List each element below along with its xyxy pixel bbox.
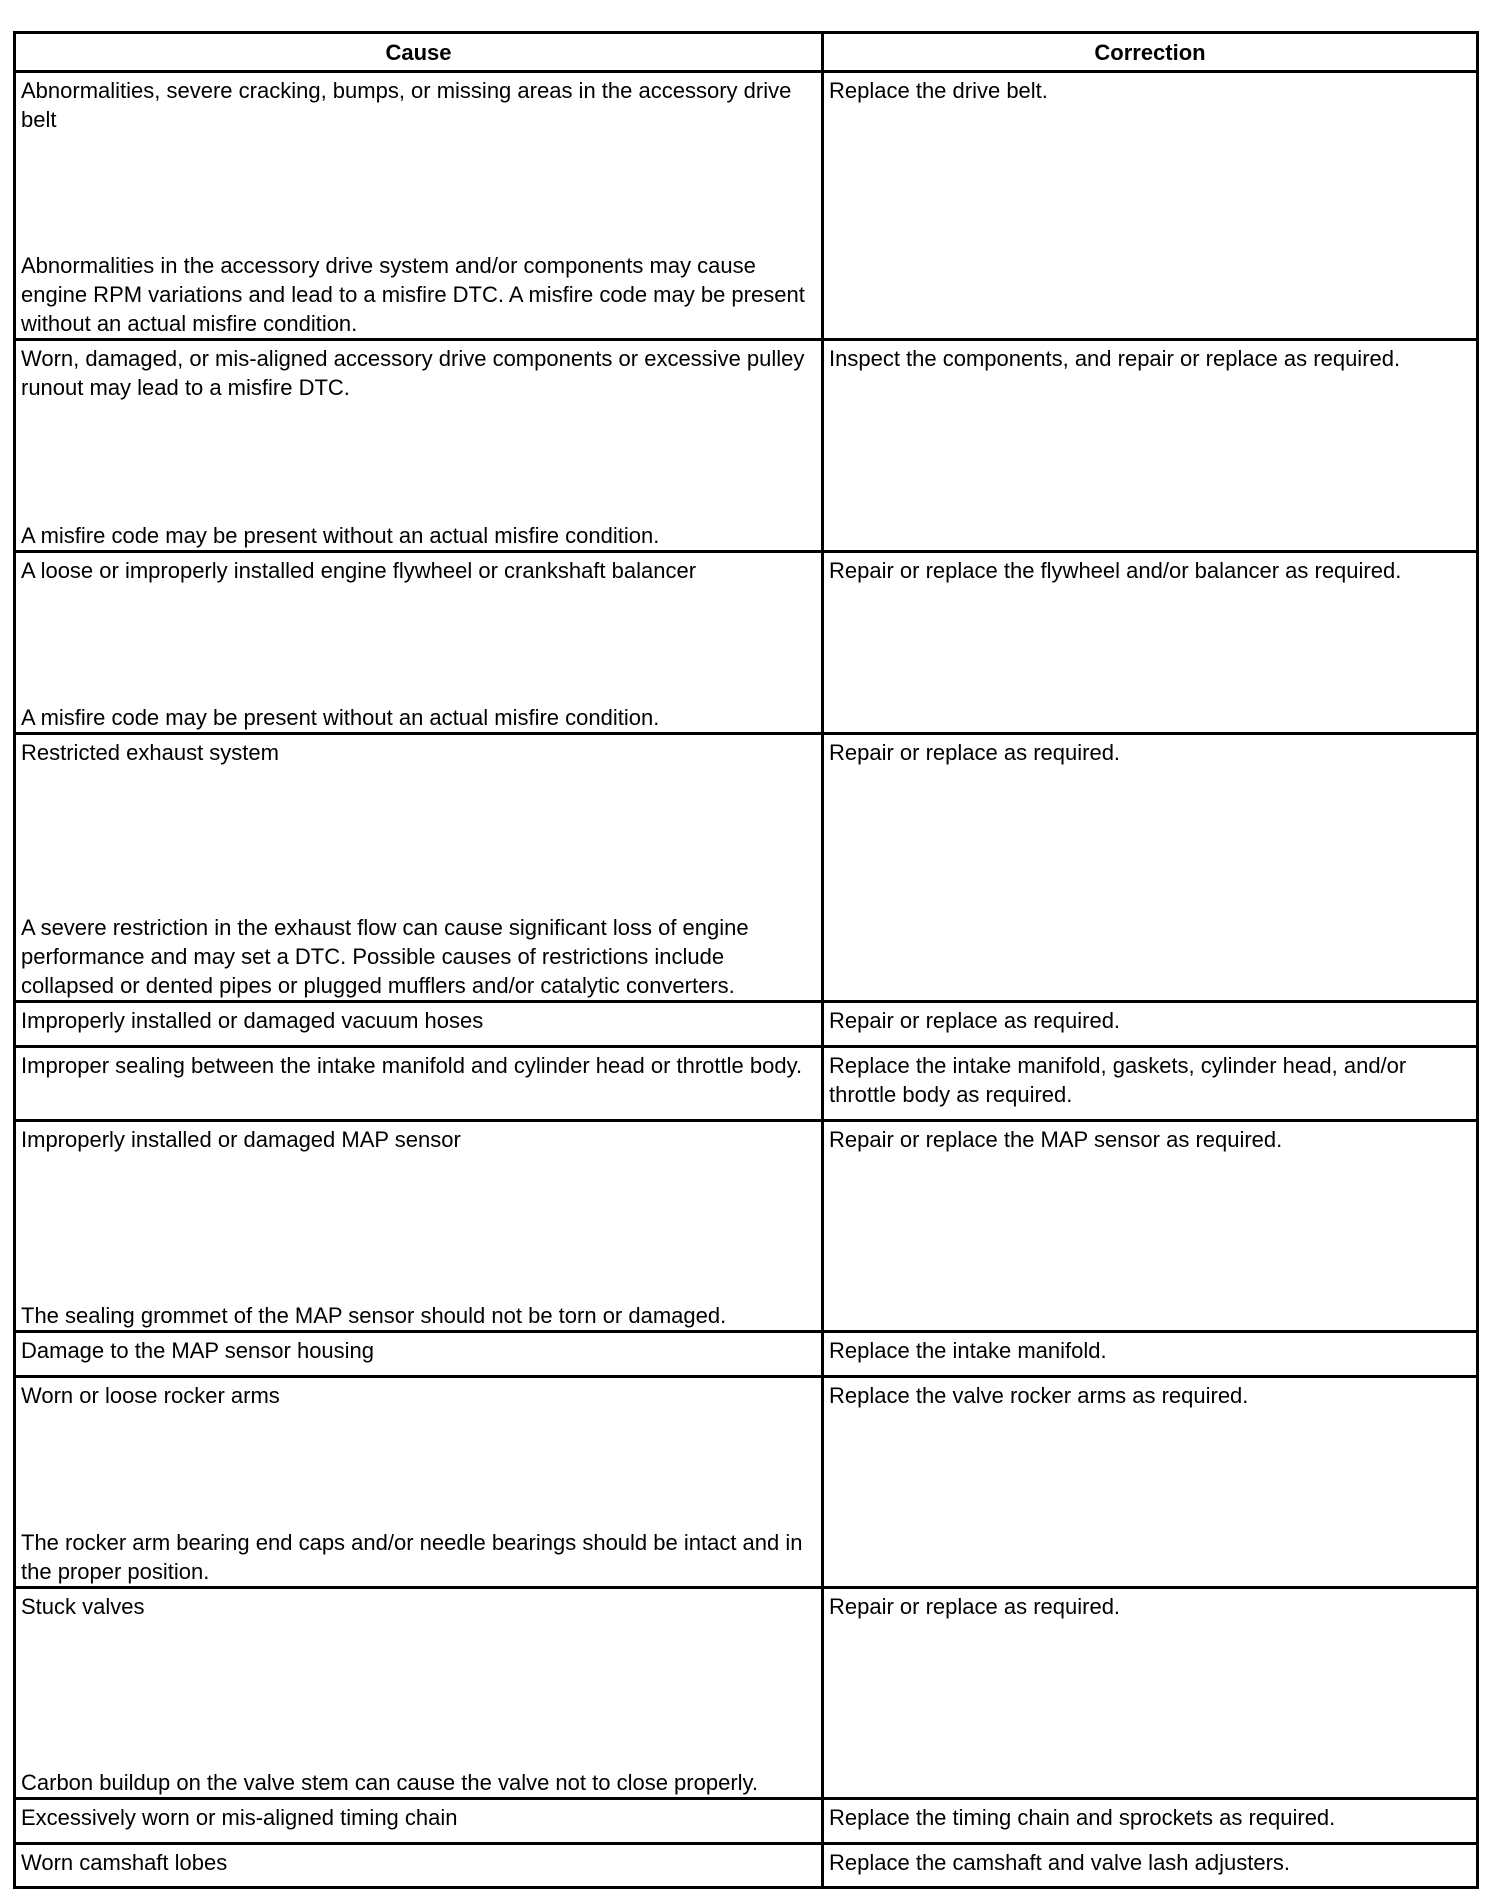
correction-cell: Replace the intake manifold. [823, 1332, 1478, 1377]
cause-text: Worn or loose rocker arms [21, 1383, 280, 1408]
table-row [15, 1002, 1478, 1047]
cause-content [21, 1051, 815, 1119]
correction-cell: Repair or replace as required. [823, 1588, 1478, 1799]
cause-content [21, 556, 815, 732]
table-row [15, 1332, 1478, 1377]
table-row [15, 72, 1478, 340]
cause-cell [15, 1799, 823, 1844]
cause-content [21, 1381, 815, 1586]
cause-cell [15, 1002, 823, 1047]
header-row [15, 33, 1478, 72]
cause-content [21, 738, 815, 1000]
cause-cell [15, 1377, 823, 1588]
cause-correction-table [13, 31, 1479, 1889]
cause-note: Carbon buildup on the valve stem can cause the valve not to close properly. [21, 1770, 759, 1795]
table-row [15, 1121, 1478, 1332]
cause-cell [15, 1121, 823, 1332]
cause-note: A misfire code may be present without an actual misfire condition. [21, 523, 660, 548]
table-row [15, 552, 1478, 734]
cause-text: Worn camshaft lobes [21, 1850, 228, 1875]
cause-content [21, 1848, 815, 1886]
cause-text: Abnormalities, severe cracking, bumps, or missing areas in the accessory drive belt [21, 78, 792, 132]
table-row [15, 340, 1478, 552]
table-row [15, 734, 1478, 1002]
cause-content [21, 76, 815, 338]
cause-cell [15, 1588, 823, 1799]
correction-cell: Repair or replace the MAP sensor as required. [823, 1121, 1478, 1332]
correction-cell: Repair or replace as required. [823, 1002, 1478, 1047]
table-row [15, 1377, 1478, 1588]
cause-text: Improperly installed or damaged MAP sensor [21, 1127, 461, 1152]
cause-text: Improper sealing between the intake manifold and cylinder head or throttle body. [21, 1053, 803, 1078]
cause-text: Improperly installed or damaged vacuum hoses [21, 1008, 484, 1033]
correction-cell: Replace the intake manifold, gaskets, cylinder head, and/or throttle body as required. [823, 1047, 1478, 1121]
cause-note: The rocker arm bearing end caps and/or needle bearings should be intact and in the proper position. [21, 1530, 803, 1584]
cause-content [21, 1592, 815, 1797]
cause-cell [15, 340, 823, 552]
header-correction: Correction [823, 33, 1478, 72]
correction-cell: Repair or replace as required. [823, 734, 1478, 1002]
header-cause: Cause [15, 33, 823, 72]
cause-cell [15, 1844, 823, 1888]
cause-note: The sealing grommet of the MAP sensor should not be torn or damaged. [21, 1303, 727, 1328]
table-row [15, 1799, 1478, 1844]
cause-text: A loose or improperly installed engine flywheel or crankshaft balancer [21, 558, 697, 583]
table-row [15, 1047, 1478, 1121]
cause-text: Restricted exhaust system [21, 740, 279, 765]
correction-cell: Repair or replace the flywheel and/or balancer as required. [823, 552, 1478, 734]
cause-content [21, 344, 815, 550]
cause-content [21, 1336, 815, 1375]
correction-cell: Replace the valve rocker arms as required. [823, 1377, 1478, 1588]
cause-text: Excessively worn or mis-aligned timing chain [21, 1805, 458, 1830]
cause-note: Abnormalities in the accessory drive system and/or components may cause engine RPM variations and lead to a misfire DTC. A misfire code may be present without an actual misfire condition. [21, 253, 805, 336]
correction-cell: Replace the drive belt. [823, 72, 1478, 340]
cause-text: Damage to the MAP sensor housing [21, 1338, 375, 1363]
cause-cell [15, 72, 823, 340]
cause-note: A severe restriction in the exhaust flow can cause significant loss of engine performance and may set a DTC. Possible causes of restrictions include collapsed or dented pipes or plugged mufflers and/or catalytic converters. [21, 915, 749, 998]
cause-content [21, 1006, 815, 1045]
cause-content [21, 1125, 815, 1330]
table-row [15, 1588, 1478, 1799]
correction-cell: Replace the camshaft and valve lash adjusters. [823, 1844, 1478, 1888]
cause-cell [15, 1332, 823, 1377]
cause-note: A misfire code may be present without an actual misfire condition. [21, 705, 660, 730]
cause-text: Worn, damaged, or mis-aligned accessory drive components or excessive pulley runout may lead to a misfire DTC. [21, 346, 805, 400]
cause-cell [15, 1047, 823, 1121]
cause-content [21, 1803, 815, 1842]
cause-text: Stuck valves [21, 1594, 145, 1619]
table-row [15, 1844, 1478, 1888]
correction-cell: Inspect the components, and repair or replace as required. [823, 340, 1478, 552]
cause-cell [15, 734, 823, 1002]
correction-cell: Replace the timing chain and sprockets as required. [823, 1799, 1478, 1844]
cause-cell [15, 552, 823, 734]
